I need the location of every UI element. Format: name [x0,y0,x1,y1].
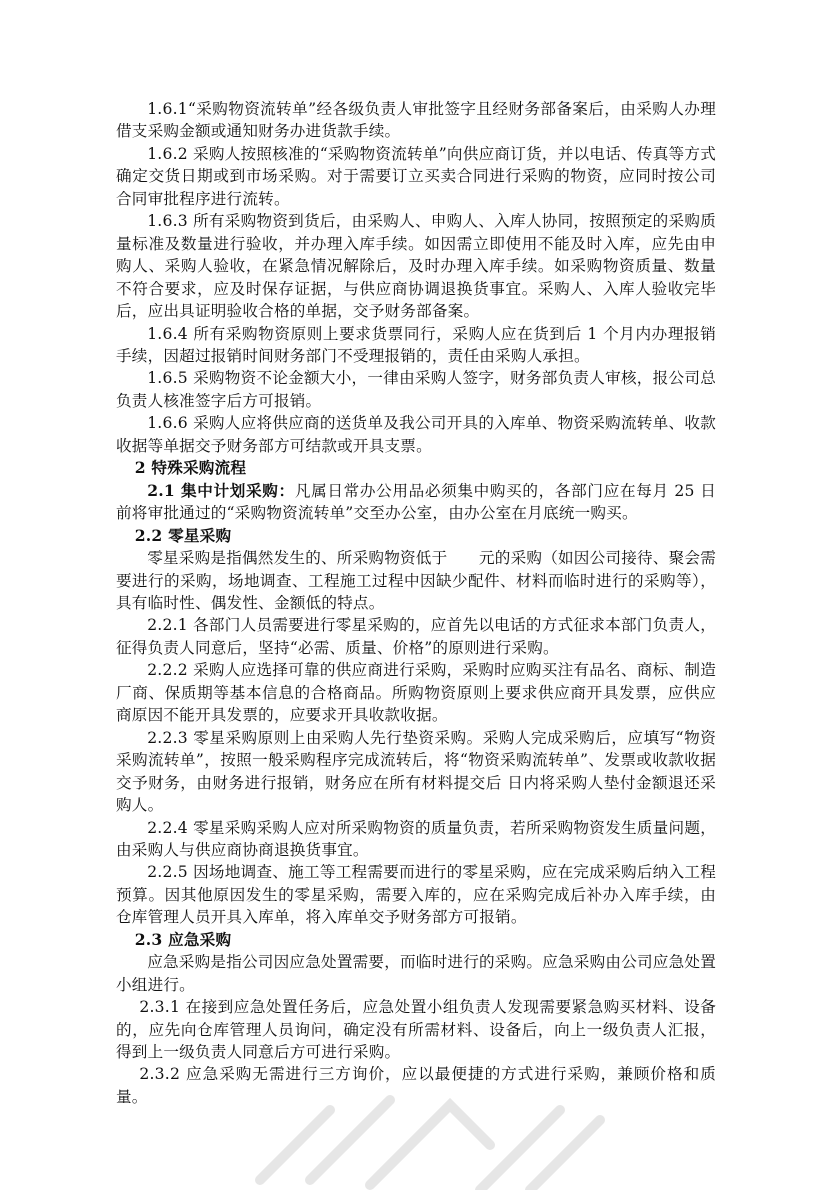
section-2-2-heading: 2.2 零星采购 [134,525,232,545]
paragraph-1-6-4: 1.6.4 所有采购物资原则上要求货票同行，采购人应在货到后 1 个月内办理报销手续，因超过报销时间财务部门不受理报销的，责任由采购人承担。 [116,324,716,365]
paragraph-1-6-6: 1.6.6 采购人应将供应商的送货单及我公司开具的入库单、物资采购流转单、收款收据等单据交予财务部方可结款或开具支票。 [116,414,716,455]
paragraph-1-6-5: 1.6.5 采购物资不论金额大小，一律由采购人签字，财务部负责人审核，报公司总负责人核准签字后方可报销。 [116,369,716,410]
section-2-3-heading: 2.3 应急采购 [134,929,232,949]
paragraph-2-3-intro: 应急采购是指公司因应急处置需要，而临时进行的采购。应急采购由公司应急处置小组进行。 [116,953,716,994]
section-2-1-text: 凡属日常办公用品必须集中购买的，各部门应在每月 25 日前将审批通过的“采购物资流转单”交至办公室，由办公室在月底统一购买。 [116,481,716,523]
paragraph-1-6-1: 1.6.1“采购物资流转单”经各级负责人审批签字且经财务部备案后，由采购人办理借支采购金额或通知财务办进货款手续。 [116,100,716,141]
paragraph-1-6-2: 1.6.2 采购人按照核准的“采购物资流转单”向供应商订货，并以电话、传真等方式确定交货日期或到市场采购。对于需要订立买卖合同进行采购的物资，应同时按公司合同审批程序进行流转。 [116,144,716,208]
section-2-1-lead: 2.1 集中计划采购： [147,480,295,500]
section-2-heading: 2 特殊采购流程 [134,458,247,478]
paragraph-2-2-3: 2.2.3 零星采购原则上由采购人先行垫资采购。采购人完成采购后，应填写“物资采购流转单”，按照一般采购程序完成流转后，将“物资采购流转单”、发票或收款收据交予财务，由财务进行报销，财务应在所有材料提交后 日内将采购人垫付金额退还采购人。 [116,728,716,815]
paragraph-2-2-5: 2.2.5 因场地调查、施工等工程需要而进行的零星采购，应在完成采购后纳入工程预算。因其他原因发生的零星采购，需要入库的，应在采购完成后补办入库手续，由仓库管理人员开具入库单，将入库单交予财务部方可报销。 [116,863,716,927]
document-body [116,98,716,1108]
paragraph-2-2-intro: 零星采购是指偶然发生的、所采购物资低于 元的采购（如因公司接待、聚会需要进行的采购，场地调查、工程施工过程中因缺少配件、材料而临时进行的采购等），具有临时性、偶发性、金额低的特点。 [116,549,716,612]
paragraph-1-6-3: 1.6.3 所有采购物资到货后，由采购人、申购人、入库人协同，按照预定的采购质量标准及数量进行验收，并办理入库手续。如因需立即使用不能及时入库，应先由申购人、采购人验收，在紧急情况解除后，及时办理入库手续。如采购物资质量、数量不符合要求，应及时保存证据，与供应商协调退换货事宜。采购人、入库人验收完毕后，应出具证明验收合格的单据，交予财务部备案。 [116,212,716,321]
paragraph-2-2-2: 2.2.2 采购人应选择可靠的供应商进行采购，采购时应购买注有品名、商标、制造厂商、保质期等基本信息的合格商品。所购物资原则上要求供应商开具发票，应供应商原因不能开具发票的，应要求开具收款收据。 [116,661,716,725]
paragraph-2-3-1: 2.3.1 在接到应急处置任务后，应急处置小组负责人发现需要紧急购买材料、设备的，应先向仓库管理人员询问，确定没有所需材料、设备后，向上一级负责人汇报，得到上一级负责人同意后方可进行采购。 [116,998,716,1062]
paragraph-2-3-2: 2.3.2 应急采购无需进行三方询价，应以最便捷的方式进行采购，兼顾价格和质量。 [116,1065,716,1106]
paragraph-2-2-4: 2.2.4 零星采购采购人应对所采购物资的质量负责，若所采购物资发生质量问题，由采购人与供应商协商退换货事宜。 [116,818,716,859]
paragraph-2-1 [116,480,716,525]
paragraph-2-2-1: 2.2.1 各部门人员需要进行零星采购的，应首先以电话的方式征求本部门负责人，征得负责人同意后，坚持“必需、质量、价格”的原则进行采购。 [116,616,716,657]
